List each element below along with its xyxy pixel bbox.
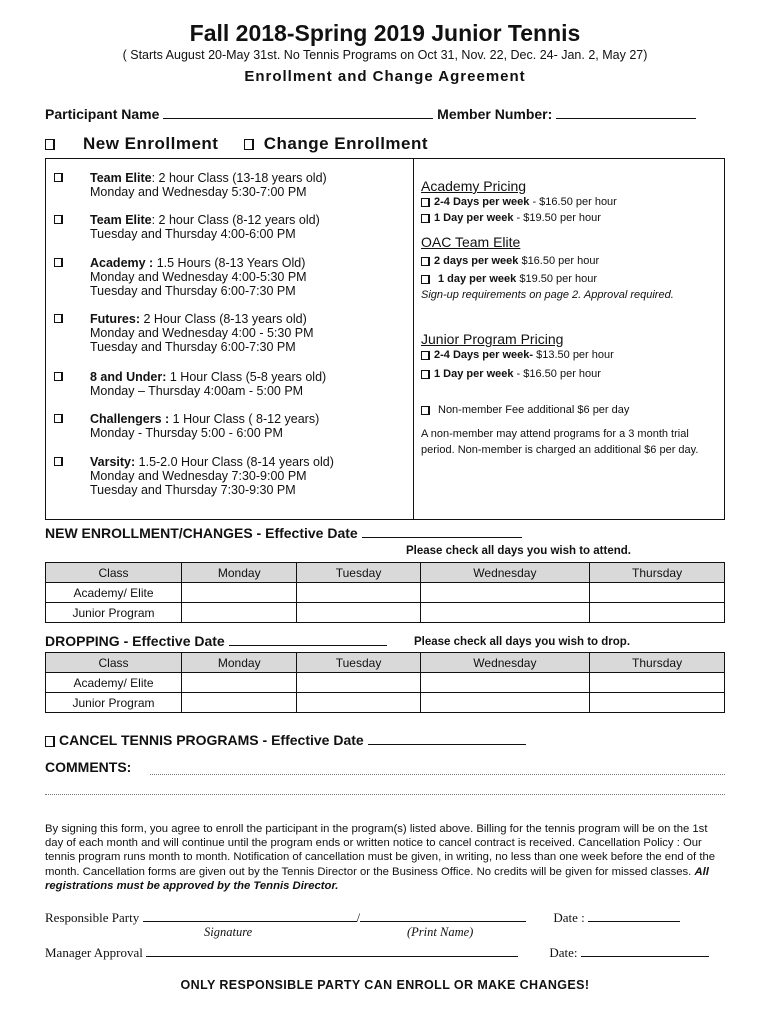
day-cell[interactable] xyxy=(590,673,725,693)
date2-field[interactable] xyxy=(581,945,709,957)
nonmember-note: A non-member may attend programs for a 3 month trial period. Non-member is charged an additional $6 per day. xyxy=(421,428,699,456)
program-checkbox[interactable] xyxy=(54,414,63,423)
dropping-instruction: Please check all days you wish to drop. xyxy=(414,636,631,648)
agreement-title: Enrollment and Change Agreement xyxy=(244,68,526,85)
table-header: Tuesday xyxy=(297,653,420,673)
program-item: Varsity: 1.5-2.0 Hour Class (8-14 years old) Monday and Wednesday 7:30-9:00 PM Tuesday and Thursday 7:30-9:30 PM xyxy=(54,455,334,497)
academy-pricing-title: Academy Pricing xyxy=(421,178,527,194)
participant-name-field[interactable] xyxy=(163,106,433,119)
price-checkbox[interactable] xyxy=(421,214,430,223)
program-item: Futures: 2 Hour Class (8-13 years old) Monday and Wednesday 4:00 - 5:30 PM Tuesday and Thursday 6:00-7:30 PM xyxy=(54,312,314,354)
table-header: Wednesday xyxy=(420,563,590,583)
day-cell[interactable] xyxy=(590,693,725,713)
footer-notice: ONLY RESPONSIBLE PARTY CAN ENROLL OR MAKE CHANGES! xyxy=(180,978,590,992)
comments-line[interactable] xyxy=(150,773,725,775)
table-row-label: Junior Program xyxy=(46,693,182,713)
terms-paragraph: By signing this form, you agree to enroll the participant in the program(s) listed above. Billing for the tennis program will be on the 1st day of each month and will continue until the program ends or written notice to cancel contract is received. Cancellation Policy : Our tennis program runs month to month. Notification of cancellation must be given, in writing, no less than one week before the end of the month. Cancellation forms are given out by the Tennis Director or the Business Office. No credits will be given for missed classes. All registrations must be approved by the Tennis Director. xyxy=(45,823,716,892)
responsible-party-row: Responsible Party / Date : xyxy=(45,910,725,926)
program-checkbox[interactable] xyxy=(54,372,63,381)
day-cell[interactable] xyxy=(590,583,725,603)
day-cell[interactable] xyxy=(297,603,420,623)
date-field[interactable] xyxy=(588,910,680,922)
new-enrollment-label: New Enrollment xyxy=(83,134,219,153)
day-cell[interactable] xyxy=(297,673,420,693)
manager-signature-field[interactable] xyxy=(146,945,518,957)
day-cell[interactable] xyxy=(420,603,590,623)
price-checkbox[interactable] xyxy=(421,275,430,284)
oac-price-row: 1 day per week $19.50 per hour xyxy=(421,271,719,287)
program-checkbox[interactable] xyxy=(54,457,63,466)
oac-title: OAC Team Elite xyxy=(421,234,521,250)
program-checkbox[interactable] xyxy=(54,173,63,182)
oac-note: Sign-up requirements on page 2. Approval required. xyxy=(421,289,674,301)
comments-line[interactable] xyxy=(45,793,725,795)
dropping-label: DROPPING - Effective Date xyxy=(45,633,225,649)
day-cell[interactable] xyxy=(182,673,297,693)
table-header: Thursday xyxy=(590,563,725,583)
program-checkbox[interactable] xyxy=(54,258,63,267)
date-label: Date : xyxy=(553,910,585,925)
drop-schedule-table xyxy=(45,652,725,713)
program-item: Challengers : 1 Hour Class ( 8-12 years) Monday - Thursday 5:00 - 6:00 PM xyxy=(54,412,319,440)
table-header: Wednesday xyxy=(420,653,590,673)
day-cell[interactable] xyxy=(182,583,297,603)
program-item: Academy : 1.5 Hours (8-13 Years Old) Monday and Wednesday 4:00-5:30 PM Tuesday and Thursday 6:00-7:30 PM xyxy=(54,256,307,298)
oac-price-row: 2 days per week $16.50 per hour xyxy=(421,253,719,269)
day-cell[interactable] xyxy=(420,693,590,713)
table-header: Monday xyxy=(182,653,297,673)
table-header: Tuesday xyxy=(297,563,420,583)
day-cell[interactable] xyxy=(420,583,590,603)
program-checkbox[interactable] xyxy=(54,314,63,323)
print-name-caption: (Print Name) xyxy=(407,925,474,939)
cancel-row xyxy=(45,732,526,748)
nonmember-checkbox[interactable] xyxy=(421,406,430,415)
price-checkbox[interactable] xyxy=(421,351,430,360)
dropping-row xyxy=(45,633,387,649)
page-subtitle: ( Starts August 20-May 31st. No Tennis Programs on Oct 31, Nov. 22, Dec. 24- Jan. 2, May 27) xyxy=(122,48,648,62)
table-row-label: Academy/ Elite xyxy=(46,673,182,693)
participant-row xyxy=(45,106,735,122)
member-number-label: Member Number: xyxy=(437,106,553,122)
day-cell[interactable] xyxy=(182,693,297,713)
day-cell[interactable] xyxy=(297,583,420,603)
price-checkbox[interactable] xyxy=(421,370,430,379)
signature-caption: Signature xyxy=(204,925,253,939)
participant-name-label: Participant Name xyxy=(45,106,160,122)
day-cell[interactable] xyxy=(297,693,420,713)
new-changes-instruction: Please check all days you wish to attend. xyxy=(406,545,631,557)
cancel-label: CANCEL TENNIS PROGRAMS - Effective Date xyxy=(59,732,364,748)
academy-price-row: 2-4 Days per week - $16.50 per hour xyxy=(421,194,719,210)
table-header: Class xyxy=(46,653,182,673)
responsible-party-label: Responsible Party xyxy=(45,910,140,925)
signature-field[interactable] xyxy=(143,910,357,922)
program-item: Team Elite: 2 hour Class (8-12 years old) Tuesday and Thursday 4:00-6:00 PM xyxy=(54,213,320,241)
change-enrollment-checkbox[interactable] xyxy=(244,139,254,150)
day-cell[interactable] xyxy=(420,673,590,693)
print-name-field[interactable] xyxy=(360,910,526,922)
program-item: 8 and Under: 1 Hour Class (5-8 years old) Monday – Thursday 4:00am - 5:00 PM xyxy=(54,370,326,398)
change-enrollment-label: Change Enrollment xyxy=(263,134,429,153)
date2-label: Date: xyxy=(549,945,578,960)
table-row-label: Academy/ Elite xyxy=(46,583,182,603)
junior-price-row: 1 Day per week - $16.50 per hour xyxy=(421,366,719,382)
page-title: Fall 2018-Spring 2019 Junior Tennis xyxy=(189,20,581,46)
enrollment-type-row xyxy=(45,134,428,154)
nonmember-fee-row: Non-member Fee additional $6 per day xyxy=(421,402,719,418)
academy-price-row: 1 Day per week - $19.50 per hour xyxy=(421,210,719,226)
junior-pricing-title: Junior Program Pricing xyxy=(421,331,564,347)
table-header: Thursday xyxy=(590,653,725,673)
day-cell[interactable] xyxy=(182,603,297,623)
member-number-field[interactable] xyxy=(556,106,696,119)
program-checkbox[interactable] xyxy=(54,215,63,224)
table-row-label: Junior Program xyxy=(46,603,182,623)
dropping-date-field[interactable] xyxy=(229,633,387,646)
new-changes-row xyxy=(45,525,522,541)
junior-price-row: 2-4 Days per week- $13.50 per hour xyxy=(421,347,719,363)
manager-approval-label: Manager Approval xyxy=(45,945,143,960)
table-header: Class xyxy=(46,563,182,583)
new-changes-label: NEW ENROLLMENT/CHANGES - Effective Date xyxy=(45,525,358,541)
table-header: Monday xyxy=(182,563,297,583)
cancel-date-field[interactable] xyxy=(368,732,526,745)
program-item: Team Elite: 2 hour Class (13-18 years old) Monday and Wednesday 5:30-7:00 PM xyxy=(54,171,327,199)
price-checkbox[interactable] xyxy=(421,198,430,207)
cancel-checkbox[interactable] xyxy=(45,736,55,747)
manager-approval-row xyxy=(45,945,725,961)
pricing-section xyxy=(421,178,719,458)
comments-label: COMMENTS: xyxy=(45,759,132,775)
price-checkbox[interactable] xyxy=(421,257,430,266)
new-changes-date-field[interactable] xyxy=(362,525,522,538)
new-enrollment-checkbox[interactable] xyxy=(45,139,55,150)
day-cell[interactable] xyxy=(590,603,725,623)
enroll-schedule-table xyxy=(45,562,725,623)
